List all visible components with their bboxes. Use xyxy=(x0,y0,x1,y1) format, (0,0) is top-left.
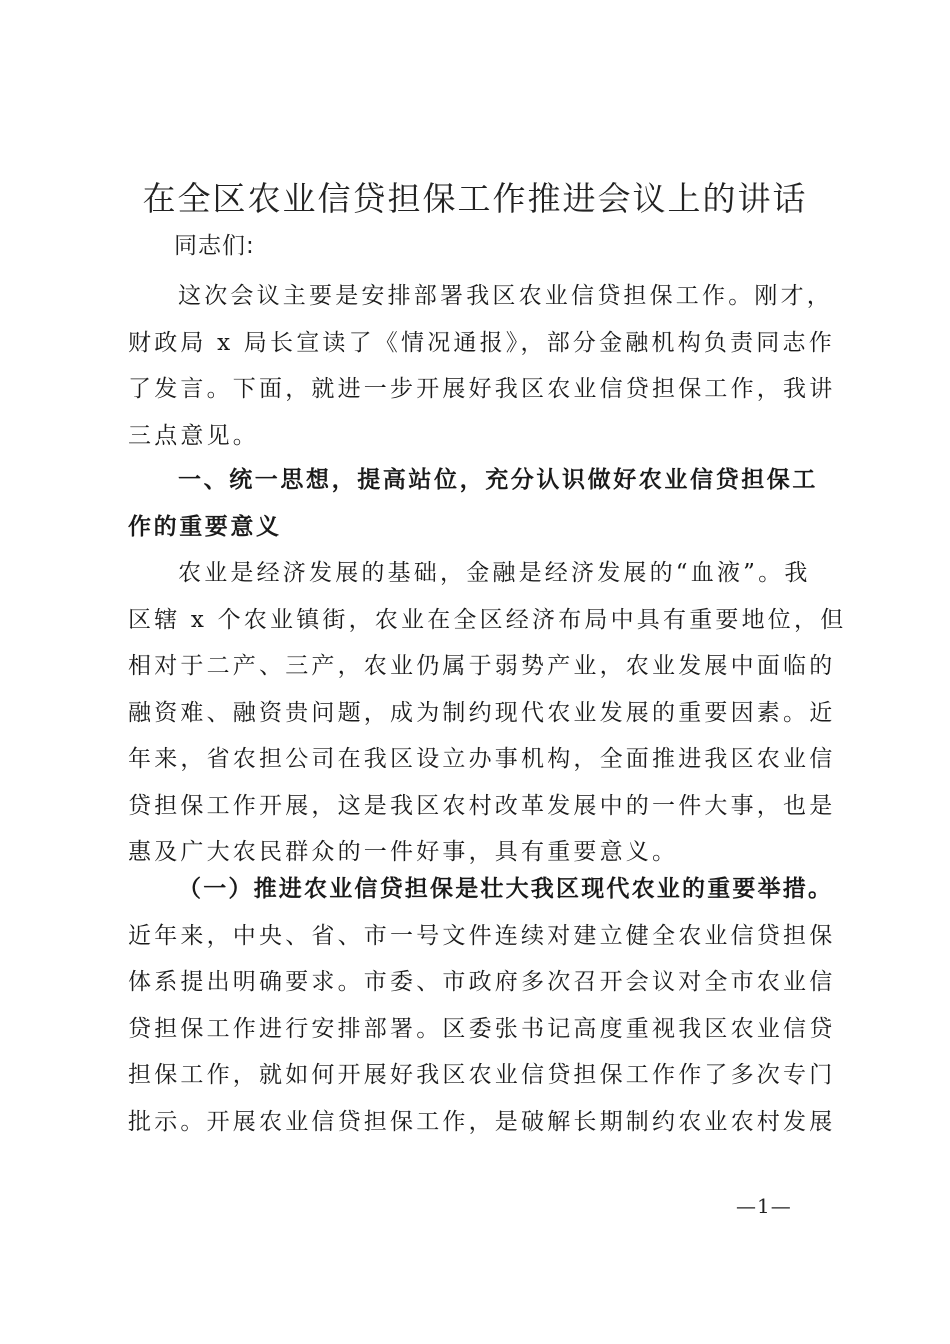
text-line: 体系提出明确要求。市委、市政府多次召开会议对全市农业信 xyxy=(128,969,836,995)
text-line: 贷担保工作开展，这是我区农村改革发展中的一件大事，也是 xyxy=(128,792,836,819)
section-heading-1 xyxy=(128,457,818,550)
heading-line: 一、统一思想，提高站位，充分认识做好农业信贷担保工 xyxy=(178,467,818,493)
text-line: 区辖 x 个农业镇街，农业在全区经济布局中具有重要地位，但 xyxy=(128,606,847,633)
paragraph-background xyxy=(128,550,847,876)
text-line: 批示。开展农业信贷担保工作，是破解长期制约农业农村发展 xyxy=(128,1108,836,1135)
text-line: 相对于二产、三产，农业仍属于弱势产业，农业发展中面临的 xyxy=(128,653,836,679)
text-line: 惠及广大农民群众的一件好事，具有重要意义。 xyxy=(128,839,679,865)
text-line: 贷担保工作进行安排部署。区委张书记高度重视我区农业信贷 xyxy=(128,1015,836,1042)
text-line: 农业是经济发展的基础，金融是经济发展的“血液”。我 xyxy=(178,560,811,586)
text-line: 融资难、融资贵问题，成为制约现代农业发展的重要因素。近 xyxy=(128,699,836,726)
subsection-heading: （一）推进农业信贷担保是壮大我区现代农业的重要举措。 xyxy=(178,875,834,902)
text-line: 财政局 x 局长宣读了《情况通报》，部分金融机构负责同志作 xyxy=(128,329,835,356)
document-title: 在全区农业信贷担保工作推进会议上的讲话 xyxy=(142,179,808,218)
paragraph-subsection-1 xyxy=(128,866,836,1145)
salutation: 同志们: xyxy=(174,233,255,259)
text-line: 年来，省农担公司在我区设立办事机构，全面推进我区农业信 xyxy=(128,746,836,772)
paragraph-intro xyxy=(128,273,836,459)
text-line: 担保工作，就如何开展好我区农业信贷担保工作作了多次专门 xyxy=(128,1062,836,1088)
page-number: —1— xyxy=(736,1194,792,1218)
text-line: 了发言。下面，就进一步开展好我区农业信贷担保工作，我讲 xyxy=(128,376,836,402)
text-line: 这次会议主要是安排部署我区农业信贷担保工作。刚才， xyxy=(178,283,833,309)
text-line: 近年来，中央、省、市一号文件连续对建立健全农业信贷担保 xyxy=(128,922,836,949)
heading-line: 作的重要意义 xyxy=(128,513,282,540)
text-line: 三点意见。 xyxy=(128,422,259,449)
